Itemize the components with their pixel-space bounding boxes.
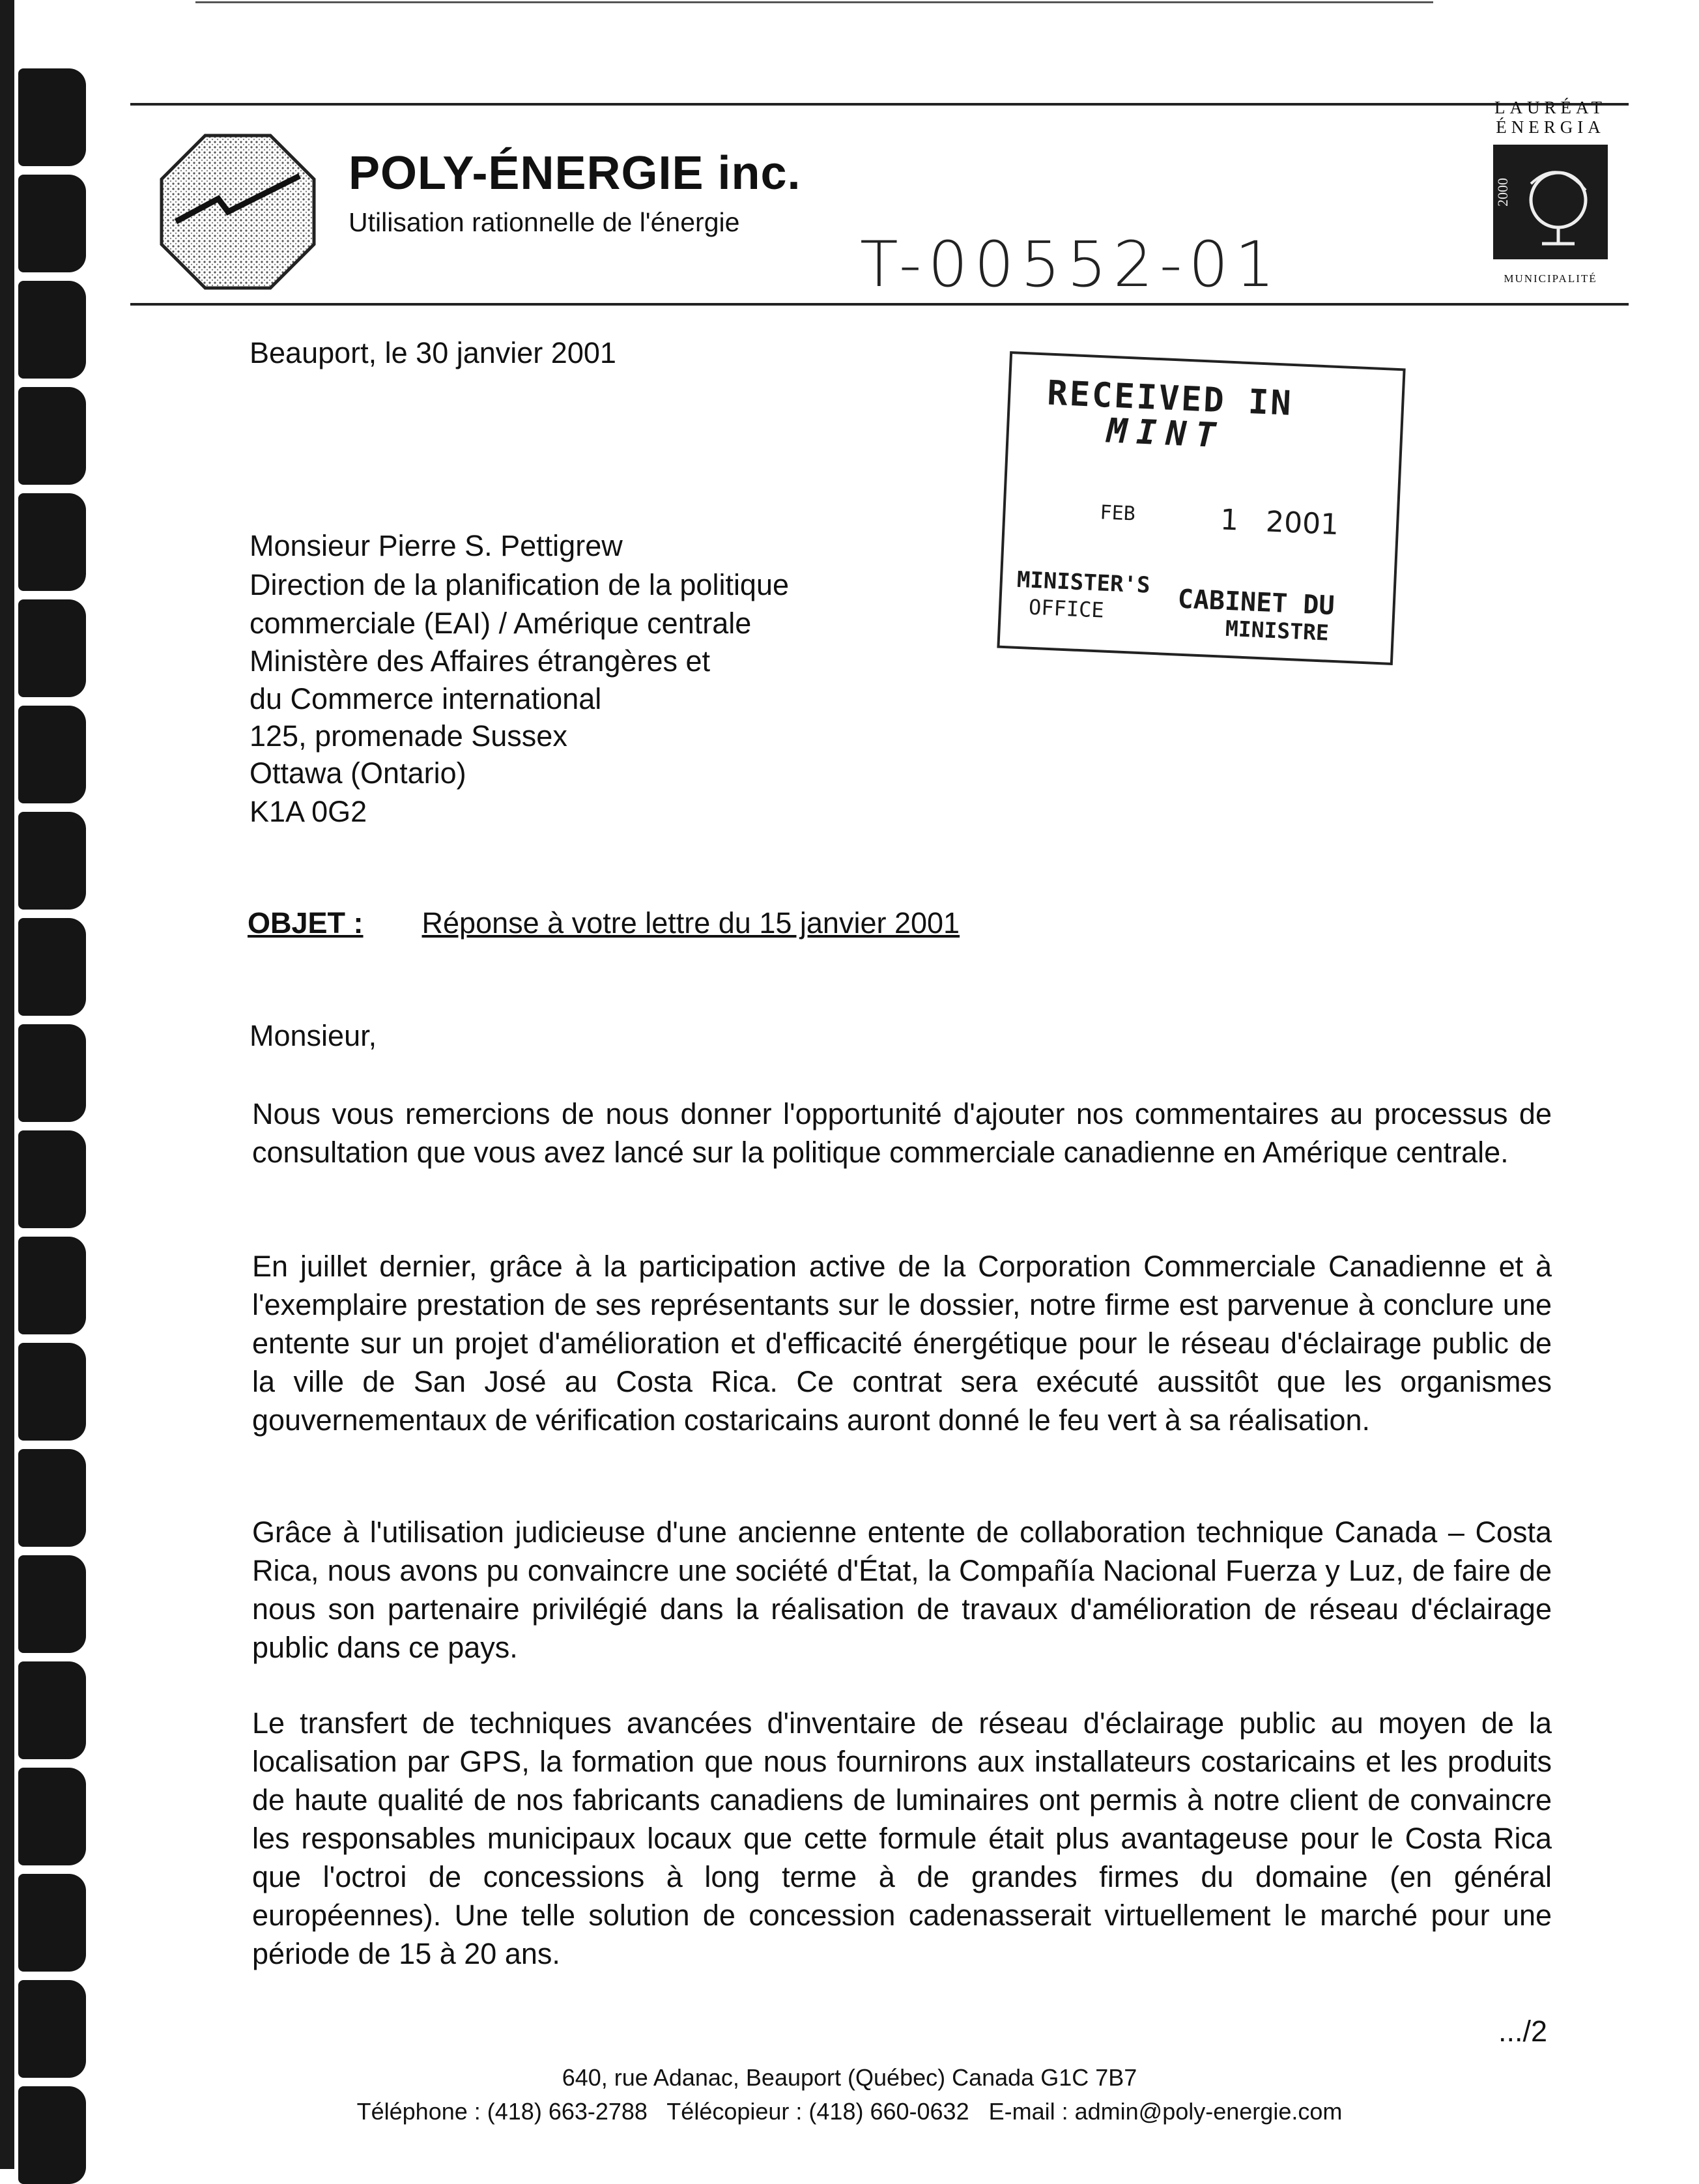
binding-ring [18, 1874, 86, 1972]
binding-ring [18, 1768, 86, 1865]
recipient-line: 125, promenade Sussex [250, 719, 567, 753]
stamp-year: 2001 [1265, 505, 1340, 542]
award-year: 2000 [1494, 178, 1511, 207]
stamp-fr-office-1: CABINET DU [1177, 584, 1335, 622]
stamp-line1: RECEIVED IN [1046, 373, 1294, 424]
recipient-line: du Commerce international [250, 682, 602, 715]
footer-address: 640, rue Adanac, Beauport (Québec) Canada G1C 7B7 [562, 2064, 1137, 2091]
binding-ring [18, 1130, 86, 1228]
award-title: LAURÉAT ÉNERGIA [1494, 98, 1606, 137]
stamp-en-office-2: OFFICE [1028, 594, 1105, 623]
stamp-day: 1 [1220, 503, 1240, 538]
binding-strip [0, 0, 98, 2169]
company-logo-icon [156, 130, 319, 293]
page-continuation: .../2 [1498, 2015, 1548, 2048]
binding-ring [18, 599, 86, 697]
globe-icon [1493, 145, 1608, 259]
salutation: Monsieur, [250, 1019, 377, 1052]
binding-ring [18, 175, 86, 272]
recipient-line: Ottawa (Ontario) [250, 756, 466, 790]
binding-ring [18, 1343, 86, 1441]
binding-ring [18, 1980, 86, 2078]
header-bottom-rule [130, 303, 1629, 306]
recipient-line: Ministère des Affaires étrangères et [250, 644, 711, 678]
subject-label: OBJET : [248, 906, 364, 940]
header-top-rule [130, 103, 1629, 106]
body-paragraph: Le transfert de techniques avancées d'inventaire de réseau d'éclairage public au moyen de la localisation par GPS, la formation que nous fournirons aux installateurs costaricains et les produits de haute qualité de nos fabricants canadiens de luminaires ont permis à notre client de convaincre les responsables municipaux locaux que cette formule était plus avantageuse pour le Costa Rica que l'octroi de concessions à long terme à de grandes firmes du domaine (en général européennes). Une telle solution de concession cadenasserait virtuellement le marché pour une période de 15 à 20 ans. [252, 1706, 1552, 1970]
binding-ring [18, 1555, 86, 1653]
body-paragraph: Grâce à l'utilisation judicieuse d'une ancienne entente de collaboration technique Canada – Costa Rica, nous avons pu convaincre une société d'État, la Compañía Nacional Fuerza y Luz, de faire de nous son partenaire privilégié dans la réalisation de travaux d'amélioration de réseau d'éclairage public dans ce pays. [252, 1516, 1552, 1664]
company-name: POLY-ÉNERGIE inc. [349, 147, 801, 199]
binding-ring [18, 68, 86, 166]
recipient-line: Direction de la planification de la politique [250, 568, 790, 601]
binding-ring [18, 1661, 86, 1759]
place-date: Beauport, le 30 janvier 2001 [250, 336, 616, 369]
binding-ring [18, 812, 86, 910]
binding-ring [18, 387, 86, 485]
award-subtitle: MUNICIPALITÉ [1504, 272, 1597, 285]
award-badge [1493, 145, 1608, 259]
binding-ring [18, 1024, 86, 1122]
recipient-line: commerciale (EAI) / Amérique centrale [250, 607, 752, 640]
binding-ring [18, 706, 86, 803]
body-paragraph: Nous vous remercions de nous donner l'opportunité d'ajouter nos commentaires au processus de consultation que vous avez lancé sur la politique commerciale canadienne en Amérique centrale. [252, 1097, 1552, 1169]
recipient-line: K1A 0G2 [250, 795, 367, 828]
stamp-date [1220, 503, 1339, 541]
subject-line [248, 904, 960, 943]
body-paragraph: En juillet dernier, grâce à la participation active de la Corporation Commerciale Canadienne et à l'exemplaire prestation de ses représentants sur le dossier, notre firme est parvenue à conclure une entente sur un projet d'amélioration et d'efficacité énergétique pour le réseau d'éclairage public de la ville de San José au Costa Rica. Ce contrat sera exécuté aussitôt que les organismes gouvernementaux de vérification costaricains auront donné le feu vert à sa réalisation. [252, 1250, 1552, 1437]
stamp-month: FEB [1099, 501, 1136, 526]
stamp-en-office-1: MINISTER'S [1016, 566, 1151, 599]
handwritten-reference: T-00552-01 [860, 228, 1281, 301]
top-page-line [195, 1, 1433, 3]
binding-ring [18, 1237, 86, 1334]
footer-contacts: Téléphone : (418) 663-2788 Télécopieur : (418) 660-0632 E-mail : admin@poly-energie.com [356, 2098, 1343, 2125]
company-tagline: Utilisation rationnelle de l'énergie [349, 207, 740, 237]
binding-ring [18, 281, 86, 379]
recipient-line: Monsieur Pierre S. Pettigrew [250, 529, 623, 562]
stamp-fr-office-2: MINISTRE [1225, 615, 1330, 646]
binding-spine [0, 0, 14, 2169]
received-stamp [997, 351, 1405, 665]
subject-text: Réponse à votre lettre du 15 janvier 2001 [421, 906, 960, 940]
binding-ring [18, 493, 86, 591]
stamp-line2: MINT [1106, 411, 1226, 456]
binding-ring [18, 918, 86, 1016]
binding-ring [18, 1449, 86, 1547]
